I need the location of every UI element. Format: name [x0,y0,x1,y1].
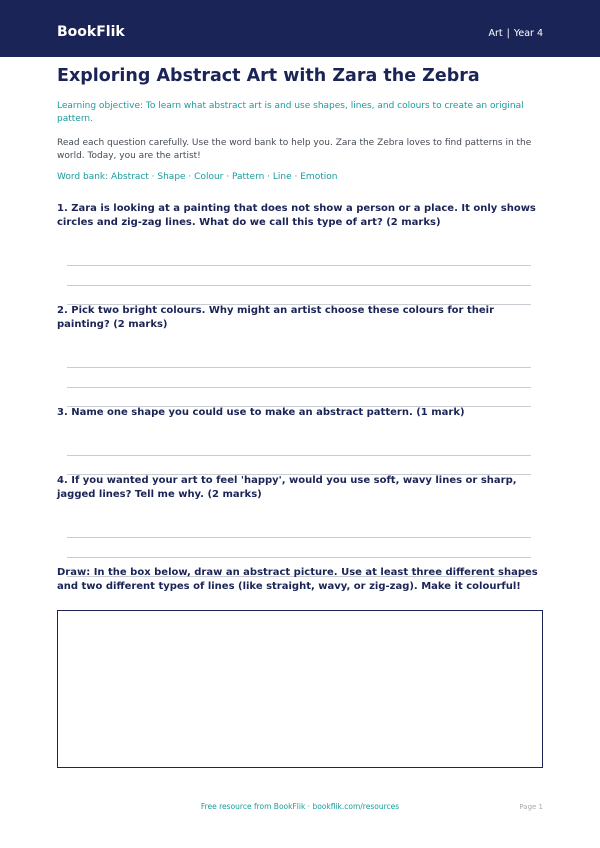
question-2: 2. Pick two bright colours. Why might an artist choose these colours for their painting? (2 marks) [57,305,495,330]
word-bank: Word bank: Abstract · Shape · Colour · Pattern · Line · Emotion [57,172,338,182]
page-title: Exploring Abstract Art with Zara the Zebra [57,66,480,86]
question-3: 3. Name one shape you could use to make an abstract pattern. (1 mark) [57,407,465,418]
answer-line[interactable] [67,455,531,456]
intro-text: Read each question carefully. Use the word bank to help you. Zara the Zebra loves to find patterns in the world. Today, you are the artist! [57,138,532,161]
learning-objective: Learning objective: To learn what abstract art is and use shapes, lines, and colours to create an original pattern. [57,101,524,124]
drawing-box[interactable] [57,610,543,768]
question-1: 1. Zara is looking at a painting that does not show a person or a place. It only shows circles and zig-zag lines. What do we call this type of art? (2 marks) [57,203,536,228]
answer-line[interactable] [67,285,531,286]
page-number: Page 1 [519,803,543,811]
draw-task: Draw: In the box below, draw an abstract picture. Use at least three different shapes and two different types of lines (like straight, wavy, or zig-zag). Make it colourful! [57,567,538,592]
header-bar [0,0,600,57]
answer-line[interactable] [67,387,531,388]
answer-line[interactable] [67,537,531,538]
answer-line[interactable] [67,265,531,266]
question-4: 4. If you wanted your art to feel 'happy', would you use soft, wavy lines or sharp, jagged lines? Tell me why. (2 marks) [57,475,517,500]
footer-text: Free resource from BookFlik · bookflik.com/resources [200,802,400,811]
year-label: Year 4 [513,28,543,39]
answer-line[interactable] [67,367,531,368]
answer-line[interactable] [67,557,531,558]
brand-logo: BookFlik [57,24,125,40]
subject-label: Art [488,28,503,39]
meta-separator: | [506,28,510,39]
header-meta [488,28,543,39]
